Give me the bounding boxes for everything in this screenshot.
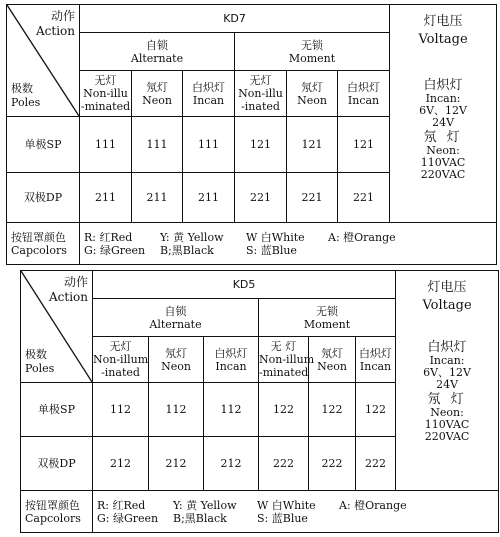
- lamp-type-header: 白炽灯 Incan: [356, 337, 396, 383]
- model-code: 212: [93, 437, 149, 491]
- voltage-title: 灯电压 Voltage: [418, 14, 468, 47]
- capcolors-list: [80, 223, 497, 265]
- model-code: 111: [183, 117, 235, 173]
- voltage-cell: [390, 5, 497, 223]
- model-code: 211: [183, 173, 235, 223]
- kd5-spec-table: [20, 270, 499, 533]
- model-title: KD5: [93, 271, 396, 299]
- poles-label: 极数 Poles: [11, 82, 41, 109]
- capcolors-list: [93, 491, 499, 533]
- voltage-cell: [396, 271, 499, 491]
- model-code: 221: [338, 173, 390, 223]
- alternate-header: 自锁 Alternate: [80, 33, 235, 71]
- row-label-sp: 单极SP: [21, 383, 93, 437]
- color-option: B;黑Black: [160, 243, 214, 257]
- model-code: 112: [149, 383, 204, 437]
- alternate-header: 自锁 Alternate: [93, 299, 259, 337]
- neon-voltage: 氖 灯 Neon: 110VAC 220VAC: [420, 130, 466, 181]
- model-code: 222: [259, 437, 309, 491]
- poles-label: 极数 Poles: [25, 348, 55, 375]
- color-option: G: 绿Green: [97, 511, 159, 525]
- header-corner-cell: [21, 271, 93, 383]
- header-corner-cell: [7, 5, 80, 117]
- lamp-type-header: 氖灯 Neon: [132, 71, 183, 117]
- row-label-dp: 双极DP: [7, 173, 80, 223]
- model-code: 122: [259, 383, 309, 437]
- color-option: B;黑Black: [173, 511, 227, 525]
- action-label: 动作 Action: [49, 275, 88, 304]
- model-code: 111: [80, 117, 132, 173]
- model-code: 212: [149, 437, 204, 491]
- lamp-type-header: 无 灯 Non-illum -minated: [259, 337, 309, 383]
- neon-voltage: 氖 灯 Neon: 110VAC 220VAC: [424, 392, 470, 443]
- color-option: Y: 黄 Yellow: [160, 230, 224, 244]
- lamp-type-header: 氖灯 Neon: [287, 71, 338, 117]
- kd7-spec-table: [6, 4, 497, 265]
- row-label-sp: 单极SP: [7, 117, 80, 173]
- moment-header: 无锁 Moment: [259, 299, 396, 337]
- color-option: W 白White: [246, 230, 305, 244]
- model-code: 211: [132, 173, 183, 223]
- model-code: 111: [132, 117, 183, 173]
- capcolors-label: 按钮罩颜色 Capcolors: [7, 223, 80, 265]
- model-title: KD7: [80, 5, 390, 33]
- lamp-type-header: 无灯 Non-illu -minated: [80, 71, 132, 117]
- lamp-type-header: 氖灯 Neon: [309, 337, 356, 383]
- color-option: G: 绿Green: [84, 243, 146, 257]
- color-option: R: 红Red: [84, 230, 133, 244]
- color-option: A: 橙Orange: [328, 230, 396, 244]
- model-code: 122: [356, 383, 396, 437]
- model-code: 222: [309, 437, 356, 491]
- lamp-type-header: 无灯 Non-illu -inated: [235, 71, 287, 117]
- color-option: A: 橙Orange: [339, 498, 407, 512]
- color-option: R: 红Red: [97, 498, 146, 512]
- lamp-type-header: 白炽灯 Incan: [338, 71, 390, 117]
- model-code: 211: [80, 173, 132, 223]
- capcolors-label: 按钮罩颜色 Capcolors: [21, 491, 93, 533]
- color-option: S: 蓝Blue: [246, 243, 297, 257]
- color-option: Y: 黄 Yellow: [173, 498, 237, 512]
- lamp-type-header: 氖灯 Neon: [149, 337, 204, 383]
- model-code: 112: [204, 383, 259, 437]
- color-option: S: 蓝Blue: [257, 511, 308, 525]
- model-code: 121: [338, 117, 390, 173]
- model-code: 222: [356, 437, 396, 491]
- row-label-dp: 双极DP: [21, 437, 93, 491]
- lamp-type-header: 无灯 Non-illum -inated: [93, 337, 149, 383]
- incan-voltage: 白炽灯 Incan: 6V、12V 24V: [423, 340, 471, 391]
- action-label: 动作 Action: [36, 9, 75, 38]
- lamp-type-header: 白炽灯 Incan: [204, 337, 259, 383]
- moment-header: 无锁 Moment: [235, 33, 390, 71]
- lamp-type-header: 白炽灯 Incan: [183, 71, 235, 117]
- model-code: 121: [235, 117, 287, 173]
- color-option: W 白White: [257, 498, 316, 512]
- model-code: 121: [287, 117, 338, 173]
- model-code: 221: [235, 173, 287, 223]
- model-code: 221: [287, 173, 338, 223]
- voltage-title: 灯电压 Voltage: [422, 280, 472, 313]
- incan-voltage: 白炽灯 Incan: 6V、12V 24V: [419, 78, 467, 129]
- model-code: 112: [93, 383, 149, 437]
- model-code: 212: [204, 437, 259, 491]
- model-code: 122: [309, 383, 356, 437]
